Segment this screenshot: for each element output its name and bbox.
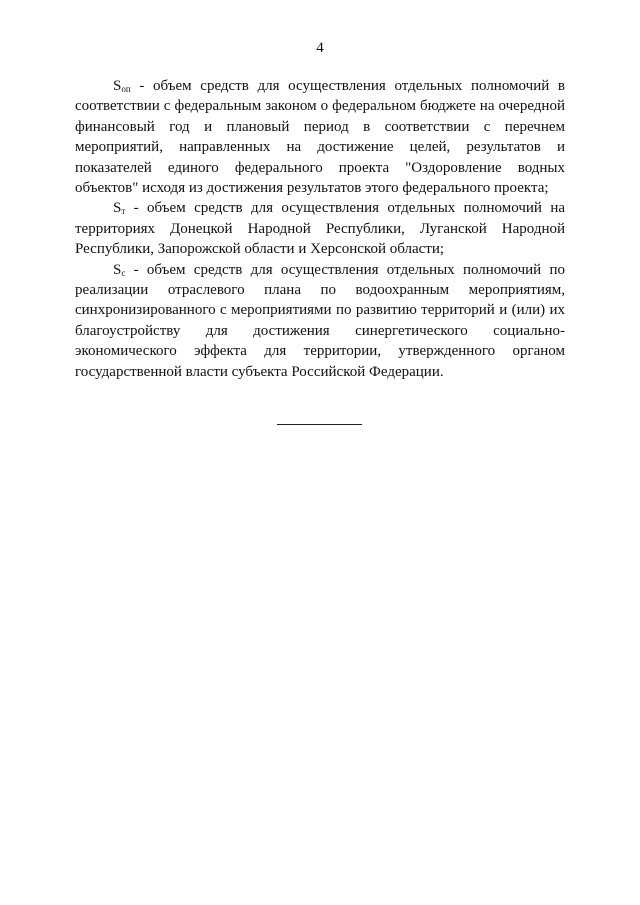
paragraph-text: - объем средств для осуществления отдельных полномочий по реализации отраслевого плана по водоохранным мероприятиям, синхронизированного с мероприятиями по развитию территорий и (или) их благоустройству для достижения синергетического социально-экономического эффекта для территории, утвержденного органом государственной власти субъекта Российской Федерации. [75, 261, 565, 380]
end-separator-line [277, 424, 362, 425]
symbol-subscript: оп [121, 84, 131, 94]
formula-symbol: $S_с$ [113, 261, 126, 278]
formula-symbol: $S_{оп}$ [113, 78, 131, 94]
paragraph-text: - объем средств для осуществления отдельных полномочий на территориях Донецкой Народной Республики, Луганской Народной Республики, Запорожской области и Херсонской области; [75, 200, 565, 258]
symbol-subscript: с [121, 267, 126, 278]
formula-symbol: $S_т$ [113, 200, 126, 217]
document-body [75, 76, 565, 382]
paragraph-text: - объем средств для осуществления отдельных полномочий в соответствии с федеральным законом о федеральном бюджете на очередной финансовый год и плановый период в соответствии с перечнем мероприятий, направленных на достижение целей, результатов и показателей единого федерального проекта "Оздоровление водных объектов" исходя из достижения результатов этого федерального проекта; [75, 78, 565, 197]
page-number: 4 [316, 40, 324, 56]
paragraph-s-t [75, 198, 565, 259]
paragraph-s-s [75, 260, 565, 382]
paragraph-s-op [75, 76, 565, 198]
symbol-subscript: т [121, 206, 126, 217]
